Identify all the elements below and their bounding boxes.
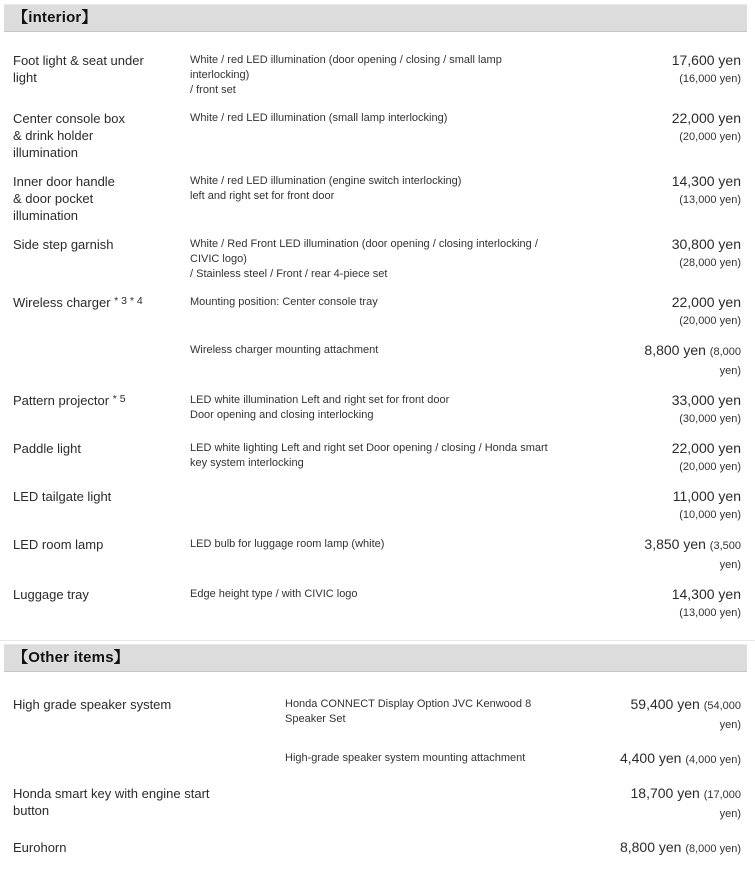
price-pre-tax: (16,000 yen) <box>679 73 741 85</box>
item-name: High grade speaker system <box>13 697 172 712</box>
item-name: Foot light & seat under light <box>13 53 144 85</box>
item-name: LED room lamp <box>13 537 104 552</box>
item-description <box>285 785 616 786</box>
item-price <box>636 294 741 330</box>
item-description: White / red LED illumination (engine switch interlocking) left and right set for front door <box>190 175 462 202</box>
accessory-row <box>4 386 741 434</box>
item-price <box>636 392 741 428</box>
price-pre-tax: (13,000 yen) <box>679 607 741 619</box>
section-header-other-items: 【Other items】 <box>4 644 747 672</box>
section-header-interior: 【interior】 <box>4 4 747 32</box>
item-name: Inner door handle & door pocket illumination <box>13 174 115 223</box>
item-description <box>190 488 636 489</box>
accessory-row <box>4 688 741 742</box>
item-description: Honda CONNECT Display Option JVC Kenwood 8 Speaker Set <box>285 698 532 725</box>
item-price <box>616 696 741 734</box>
accessory-row <box>4 831 741 866</box>
price-tax-included: 22,000 yen <box>671 294 741 310</box>
price-pre-tax: (8,000 yen) <box>685 843 741 855</box>
price-tax-included: 4,400 yen <box>619 750 682 766</box>
price-tax-included: 8,800 yen <box>644 342 706 358</box>
price-pre-tax: (10,000 yen) <box>679 509 741 521</box>
price-pre-tax: (30,000 yen) <box>679 413 741 425</box>
item-price <box>636 173 741 209</box>
item-price <box>636 342 741 380</box>
item-price <box>636 110 741 146</box>
price-pre-tax: (20,000 yen) <box>679 131 741 143</box>
price-pre-tax: (8,000 yen) <box>709 346 741 377</box>
item-price <box>636 488 741 524</box>
accessory-row <box>4 230 741 288</box>
price-pre-tax: (17,000 yen) <box>703 789 741 820</box>
item-footnote-marker: * 3 * 4 <box>114 295 143 307</box>
price-tax-included: 30,800 yen <box>671 236 741 252</box>
price-tax-included: 18,700 yen <box>630 785 700 801</box>
item-name: Side step garnish <box>13 237 114 252</box>
item-price <box>616 785 741 823</box>
price-tax-included: 14,300 yen <box>671 586 741 602</box>
item-price <box>636 536 741 574</box>
item-name: Luggage tray <box>13 587 89 602</box>
section-interior <box>0 4 755 628</box>
price-pre-tax: (4,000 yen) <box>685 754 741 766</box>
item-name: Honda smart key with engine start button <box>13 786 210 818</box>
item-price <box>636 236 741 272</box>
item-description: High-grade speaker system mounting attachment <box>285 752 526 764</box>
price-tax-included: 33,000 yen <box>671 392 741 408</box>
item-name: Center console box & drink holder illumination <box>13 111 126 160</box>
accessory-row <box>4 530 741 580</box>
price-pre-tax: (20,000 yen) <box>679 461 741 473</box>
item-description: White / red LED illumination (small lamp interlocking) <box>190 112 448 124</box>
price-pre-tax: (20,000 yen) <box>679 315 741 327</box>
section-divider <box>0 640 755 641</box>
price-pre-tax: (28,000 yen) <box>679 257 741 269</box>
accessory-row <box>4 742 741 777</box>
other-items-rows <box>4 688 741 866</box>
item-description: White / Red Front LED illumination (door opening / closing interlocking / CIVIC logo) / Stainless steel / Front / rear 4-piece set <box>190 238 538 280</box>
price-tax-included: 8,800 yen <box>619 839 682 855</box>
price-tax-included: 14,300 yen <box>671 173 741 189</box>
item-name: LED tailgate light <box>13 489 112 504</box>
accessory-row <box>4 482 741 530</box>
item-description: LED white lighting Left and right set Door opening / closing / Honda smart key system interlocking <box>190 442 548 469</box>
price-pre-tax: (54,000 yen) <box>703 700 741 731</box>
item-price <box>616 750 741 769</box>
accessory-row <box>4 167 741 230</box>
item-name: Pattern projector $^{* 5}$ <box>13 393 126 408</box>
item-price <box>636 52 741 88</box>
accessory-row <box>4 336 741 386</box>
price-tax-included: 11,000 yen <box>672 488 741 504</box>
item-price <box>636 440 741 476</box>
item-description: LED white illumination Left and right set for front door Door opening and closing interlocking <box>190 394 450 421</box>
item-name: Paddle light <box>13 441 81 456</box>
price-pre-tax: (13,000 yen) <box>679 194 741 206</box>
price-pre-tax: (3,500 yen) <box>709 540 741 571</box>
accessory-row <box>4 434 741 482</box>
price-tax-included: 59,400 yen <box>630 696 700 712</box>
item-description <box>285 839 616 840</box>
price-tax-included: 22,000 yen <box>671 110 741 126</box>
accessory-row <box>4 46 741 104</box>
accessory-row <box>4 580 741 628</box>
price-tax-included: 3,850 yen <box>644 536 706 552</box>
price-tax-included: 17,600 yen <box>671 52 741 68</box>
item-name: Eurohorn <box>13 840 67 855</box>
item-description: White / red LED illumination (door opening / closing / small lamp interlocking) / front set <box>190 54 502 96</box>
accessory-row <box>4 777 741 831</box>
section-other-items <box>0 644 755 866</box>
item-description: Wireless charger mounting attachment <box>190 344 379 356</box>
item-description: Mounting position: Center console tray <box>190 296 378 308</box>
item-price <box>636 586 741 622</box>
accessory-row <box>4 288 741 336</box>
price-tax-included: 22,000 yen <box>671 440 741 456</box>
item-description: Edge height type / with CIVIC logo <box>190 588 358 600</box>
item-name: Wireless charger $^{* 3 * 4}$ <box>13 295 143 310</box>
item-price <box>616 839 741 858</box>
item-description: LED bulb for luggage room lamp (white) <box>190 538 385 550</box>
accessory-row <box>4 104 741 167</box>
interior-rows <box>4 46 741 628</box>
item-footnote-marker: * 5 <box>112 393 126 405</box>
